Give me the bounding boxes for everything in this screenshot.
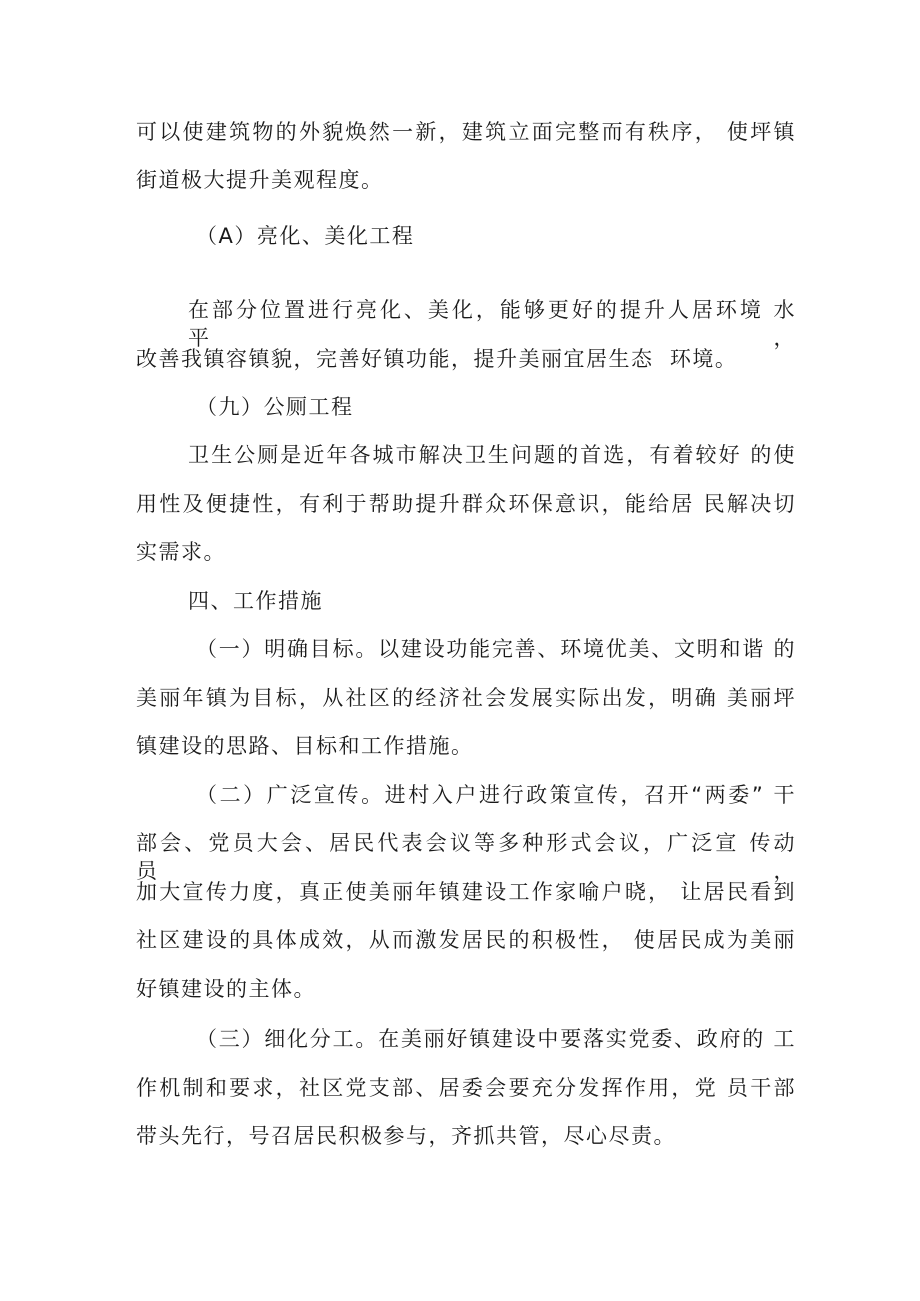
paragraph-line: 好镇建设的主体。 (136, 977, 316, 1001)
paragraph-line: 加大宣传力度，真正使美丽年镇建设工作家喻户晓， 让居民看到 (136, 880, 796, 904)
paragraph-line: 实需求。 (136, 540, 226, 564)
paragraph-line: 可以使建筑物的外貌焕然一新，建筑立面完整而有秩序， 使坪镇 (136, 120, 796, 144)
paragraph-line: 用性及便捷性，有利于帮助提升群众环保意识，能给居 民解决切 (136, 492, 796, 516)
section-heading: （九）公厕工程 (196, 395, 354, 419)
paragraph-line: （二）广泛宣传。进村入户进行政策宣传，召开“两委” 干 (196, 783, 796, 807)
paragraph-line: 带头先行，号召居民积极参与，齐抓共管，尽心尽责。 (136, 1124, 676, 1148)
paragraph-line: 在部分位置进行亮化、美化，能够更好的提升人居环境 水平， (188, 298, 796, 350)
paragraph-line: 街道极大提升美观程度。 (136, 168, 384, 192)
section-heading: 四、工作措施 (188, 589, 323, 613)
paragraph-line: （三）细化分工。在美丽好镇建设中要落实党委、政府的 工 (196, 1027, 796, 1051)
paragraph-line: 作机制和要求，社区党支部、居委会要充分发挥作用，党 员干部 (136, 1076, 796, 1100)
paragraph-line: 卫生公厕是近年各城市解决卫生问题的首选，有着较好 的使 (188, 443, 796, 467)
paragraph-line: 镇建设的思路、目标和工作措施。 (136, 734, 474, 758)
paragraph-line: 社区建设的具体成效，从而激发居民的积极性， 使居民成为美丽 (136, 928, 796, 952)
paragraph-line: （一）明确目标。以建设功能完善、环境优美、文明和谐 的 (196, 637, 796, 661)
paragraph-line: 改善我镇容镇貌，完善好镇功能，提升美丽宜居生态 环境。 (136, 347, 738, 371)
paragraph-line: 部会、党员大会、居民代表会议等多种形式会议，广泛宣 传动员， (136, 831, 796, 883)
section-heading: （A）亮化、美化工程 (196, 224, 415, 248)
paragraph-line: 美丽年镇为目标，从社区的经济社会发展实际出发，明确 美丽坪 (136, 686, 796, 710)
